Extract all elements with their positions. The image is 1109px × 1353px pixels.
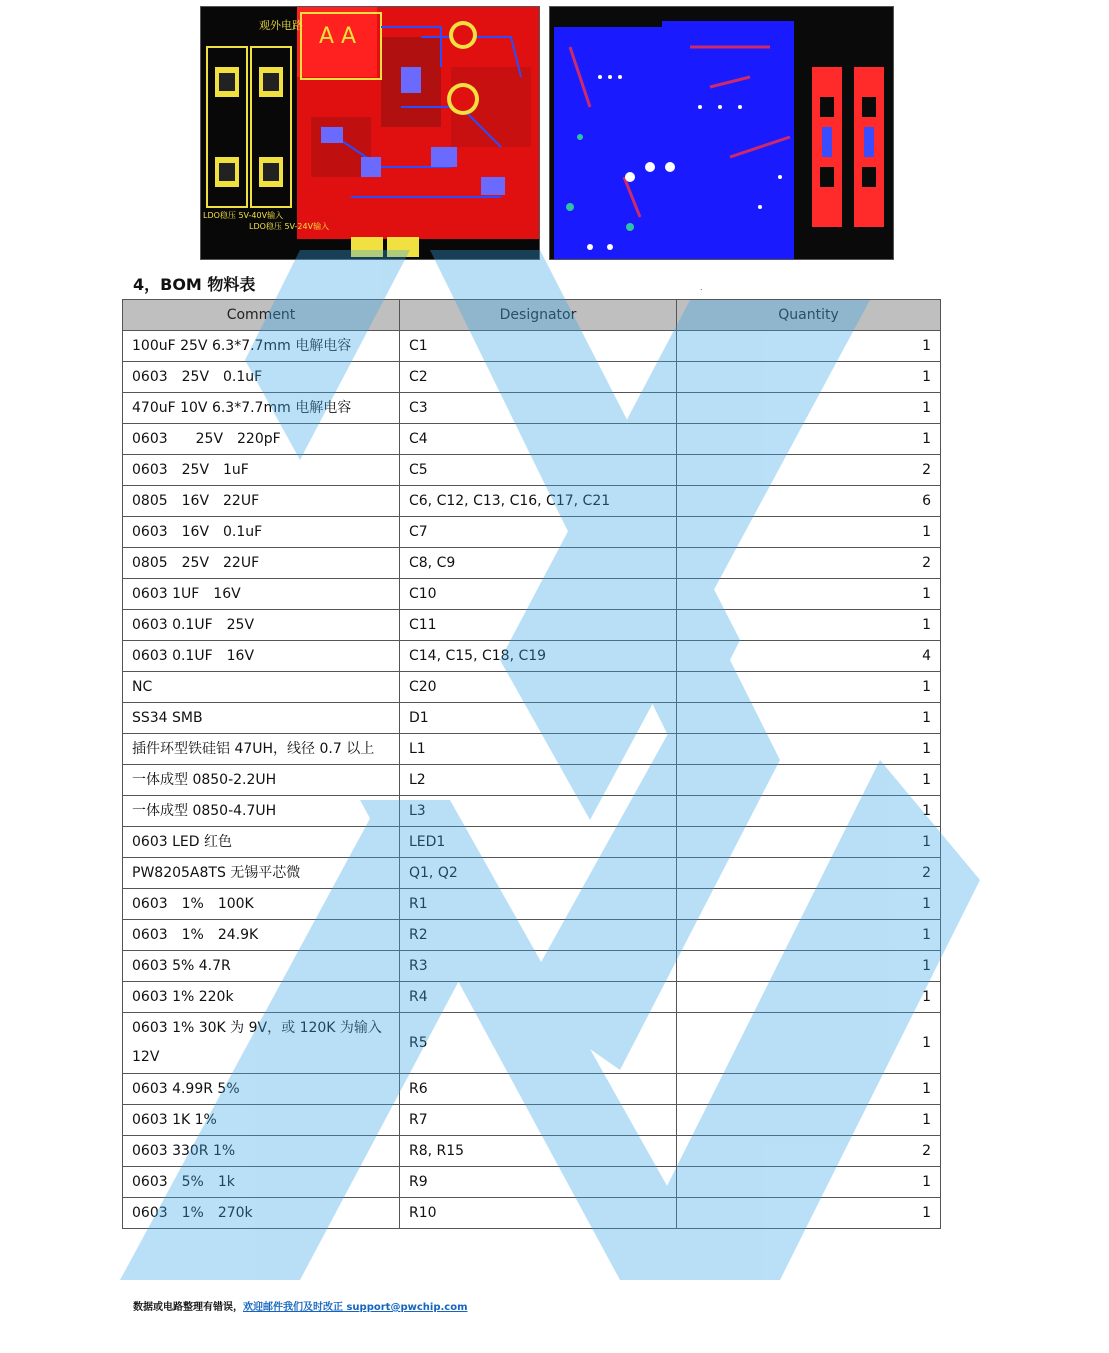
comment-cell: 0603 25V 1uF <box>123 455 400 486</box>
quantity-cell: 6 <box>677 486 941 517</box>
quantity-cell: 1 <box>677 827 941 858</box>
designator-cell: R10 <box>400 1198 677 1229</box>
quantity-cell: 1 <box>677 951 941 982</box>
comment-cell: 0603 330R 1% <box>123 1136 400 1167</box>
quantity-cell: 1 <box>677 982 941 1013</box>
comment-cell: 0603 1% 100K <box>123 889 400 920</box>
quantity-cell: 1 <box>677 579 941 610</box>
header-designator: Designator <box>400 300 677 331</box>
comment-cell: 0603 4.99R 5% <box>123 1074 400 1105</box>
designator-cell: L2 <box>400 765 677 796</box>
table-row <box>123 765 941 796</box>
table-row <box>123 1198 941 1229</box>
comment-cell: 0603 1K 1% <box>123 1105 400 1136</box>
table-row <box>123 920 941 951</box>
table-row <box>123 1136 941 1167</box>
designator-cell: C4 <box>400 424 677 455</box>
table-row <box>123 548 941 579</box>
comment-cell: 0603 5% 1k <box>123 1167 400 1198</box>
designator-cell: C11 <box>400 610 677 641</box>
quantity-cell: 1 <box>677 424 941 455</box>
table-row <box>123 734 941 765</box>
table-row <box>123 1105 941 1136</box>
designator-cell: R1 <box>400 889 677 920</box>
designator-cell: LED1 <box>400 827 677 858</box>
table-row <box>123 1013 941 1074</box>
footer-prefix: 数据或电路整理有错误， <box>133 1302 243 1313</box>
quantity-cell: 1 <box>677 362 941 393</box>
quantity-cell: 1 <box>677 796 941 827</box>
comment-cell: 0603 1UF 16V <box>123 579 400 610</box>
comment-cell: 0603 5% 4.7R <box>123 951 400 982</box>
designator-cell: C1 <box>400 331 677 362</box>
section-title: 4，BOM 物料表 <box>133 275 256 294</box>
quantity-cell: 1 <box>677 610 941 641</box>
table-row <box>123 982 941 1013</box>
comment-cell: 一体成型 0850-2.2UH <box>123 765 400 796</box>
designator-cell: R9 <box>400 1167 677 1198</box>
quantity-cell: 2 <box>677 1136 941 1167</box>
pcb-bottom-layer-image <box>549 6 894 260</box>
comment-cell: 0603 0.1UF 16V <box>123 641 400 672</box>
pcb-images <box>200 6 894 260</box>
designator-cell: C6, C12, C13, C16, C17, C21 <box>400 486 677 517</box>
comment-cell: 0603 25V 0.1uF <box>123 362 400 393</box>
table-row <box>123 889 941 920</box>
pcb-ldo-label-1: LDO稳压 5V-40V输入 <box>203 211 284 220</box>
quantity-cell: 2 <box>677 858 941 889</box>
quantity-cell: 1 <box>677 1167 941 1198</box>
table-row <box>123 579 941 610</box>
comment-cell: SS34 SMB <box>123 703 400 734</box>
quantity-cell: 1 <box>677 517 941 548</box>
comment-cell: 470uF 10V 6.3*7.7mm 电解电容 <box>123 393 400 424</box>
table-row <box>123 455 941 486</box>
comment-cell: 0805 25V 22UF <box>123 548 400 579</box>
designator-cell: R8, R15 <box>400 1136 677 1167</box>
quantity-cell: 1 <box>677 393 941 424</box>
pcb-aa-label: A A <box>319 24 357 49</box>
table-row <box>123 1074 941 1105</box>
header-comment: Comment <box>123 300 400 331</box>
designator-cell: Q1, Q2 <box>400 858 677 889</box>
pcb-label: 观外电路 <box>259 19 303 32</box>
quantity-cell: 1 <box>677 734 941 765</box>
footer-note <box>133 1298 468 1313</box>
comment-cell: 0603 1% 30K 为 9V，或 120K 为输入 12V <box>123 1013 400 1074</box>
designator-cell: L1 <box>400 734 677 765</box>
table-row <box>123 641 941 672</box>
designator-cell: C8, C9 <box>400 548 677 579</box>
comment-cell: 0805 16V 22UF <box>123 486 400 517</box>
table-row <box>123 1167 941 1198</box>
table-row <box>123 951 941 982</box>
designator-cell: R3 <box>400 951 677 982</box>
comment-cell: 0603 25V 220pF <box>123 424 400 455</box>
table-row <box>123 424 941 455</box>
designator-cell: L3 <box>400 796 677 827</box>
table-row <box>123 610 941 641</box>
quantity-cell: 1 <box>677 331 941 362</box>
table-row <box>123 393 941 424</box>
table-row <box>123 703 941 734</box>
designator-cell: C2 <box>400 362 677 393</box>
pcb-ldo-label-2: LDO稳压 5V-24V输入 <box>249 222 330 231</box>
quantity-cell: 1 <box>677 1013 941 1074</box>
designator-cell: C5 <box>400 455 677 486</box>
table-row <box>123 858 941 889</box>
comment-cell: 插件环型铁硅铝 47UH，线径 0.7 以上 <box>123 734 400 765</box>
comment-cell: 100uF 25V 6.3*7.7mm 电解电容 <box>123 331 400 362</box>
designator-cell: C14, C15, C18, C19 <box>400 641 677 672</box>
quantity-cell: 1 <box>677 703 941 734</box>
designator-cell: R6 <box>400 1074 677 1105</box>
designator-cell: C3 <box>400 393 677 424</box>
comment-cell: PW8205A8TS 无锡平芯微 <box>123 858 400 889</box>
support-email-link[interactable]: 欢迎邮件我们及时改正 support@pwchip.com <box>243 1302 468 1313</box>
comment-cell: 0603 16V 0.1uF <box>123 517 400 548</box>
designator-cell: C10 <box>400 579 677 610</box>
stray-dot: . <box>700 283 703 292</box>
table-row <box>123 362 941 393</box>
quantity-cell: 4 <box>677 641 941 672</box>
designator-cell: C20 <box>400 672 677 703</box>
table-row <box>123 517 941 548</box>
quantity-cell: 1 <box>677 889 941 920</box>
quantity-cell: 1 <box>677 672 941 703</box>
table-row <box>123 672 941 703</box>
quantity-cell: 1 <box>677 920 941 951</box>
quantity-cell: 1 <box>677 1105 941 1136</box>
designator-cell: D1 <box>400 703 677 734</box>
bom-table <box>122 299 941 1229</box>
quantity-cell: 2 <box>677 548 941 579</box>
designator-cell: R2 <box>400 920 677 951</box>
table-header-row <box>123 300 941 331</box>
comment-cell: 0603 LED 红色 <box>123 827 400 858</box>
table-row <box>123 827 941 858</box>
quantity-cell: 2 <box>677 455 941 486</box>
table-row <box>123 486 941 517</box>
designator-cell: R5 <box>400 1013 677 1074</box>
table-row <box>123 331 941 362</box>
quantity-cell: 1 <box>677 1074 941 1105</box>
quantity-cell: 1 <box>677 1198 941 1229</box>
table-row <box>123 796 941 827</box>
comment-cell: 0603 1% 24.9K <box>123 920 400 951</box>
designator-cell: R7 <box>400 1105 677 1136</box>
comment-cell: 一体成型 0850-4.7UH <box>123 796 400 827</box>
comment-cell: 0603 1% 220k <box>123 982 400 1013</box>
designator-cell: R4 <box>400 982 677 1013</box>
quantity-cell: 1 <box>677 765 941 796</box>
comment-cell: 0603 1% 270k <box>123 1198 400 1229</box>
comment-cell: NC <box>123 672 400 703</box>
header-quantity: Quantity <box>677 300 941 331</box>
comment-cell: 0603 0.1UF 25V <box>123 610 400 641</box>
pcb-top-layer-image <box>200 6 540 260</box>
designator-cell: C7 <box>400 517 677 548</box>
